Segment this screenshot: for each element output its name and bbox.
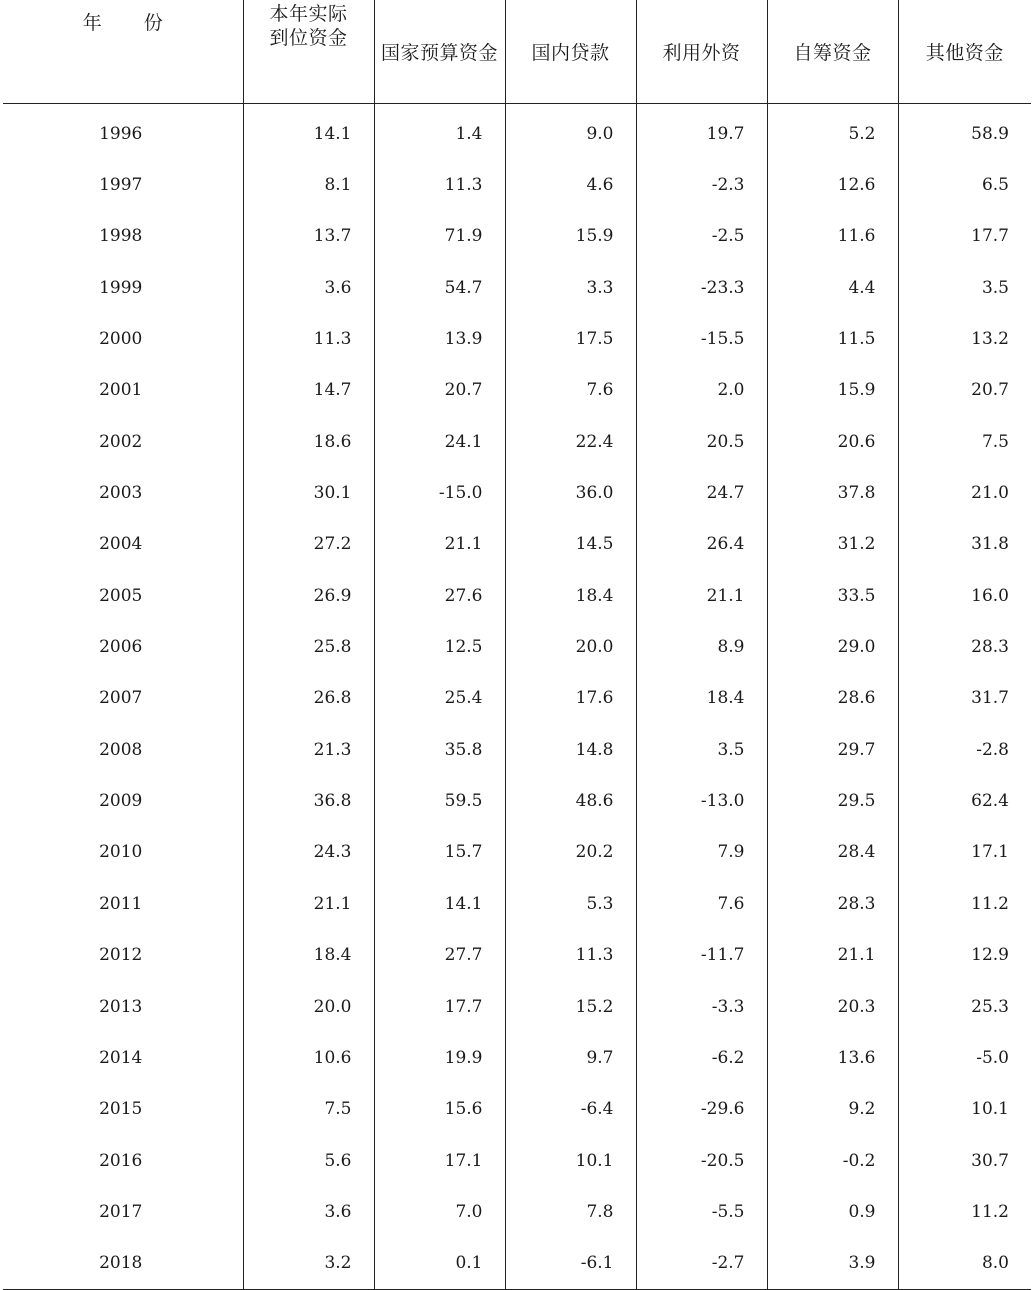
other-funds-cell: -5.0 — [898, 1032, 1031, 1083]
other-funds-cell: 21.0 — [898, 467, 1031, 518]
other-funds-cell: 28.3 — [898, 621, 1031, 672]
table-row — [3, 416, 1031, 467]
total-cell: 30.1 — [243, 467, 374, 518]
other-funds-cell: 7.5 — [898, 416, 1031, 467]
total-cell: 26.8 — [243, 673, 374, 724]
state-budget-cell: 14.1 — [374, 878, 505, 929]
other-funds-cell: 58.9 — [898, 104, 1031, 160]
total-cell: 7.5 — [243, 1084, 374, 1135]
header-foreign-capital: 利用外资 — [636, 0, 767, 104]
foreign-capital-cell: -3.3 — [636, 981, 767, 1032]
foreign-capital-cell: 26.4 — [636, 519, 767, 570]
total-cell: 36.8 — [243, 775, 374, 826]
self-raised-cell: 29.0 — [767, 621, 898, 672]
self-raised-cell: 12.6 — [767, 159, 898, 210]
domestic-loans-cell: 9.0 — [505, 104, 636, 160]
state-budget-cell: 27.6 — [374, 570, 505, 621]
total-cell: 8.1 — [243, 159, 374, 210]
other-funds-cell: 12.9 — [898, 930, 1031, 981]
table-row — [3, 827, 1031, 878]
self-raised-cell: 20.3 — [767, 981, 898, 1032]
year-cell: 2017 — [99, 1201, 143, 1222]
total-cell: 24.3 — [243, 827, 374, 878]
domestic-loans-cell: 20.0 — [505, 621, 636, 672]
investment-growth-table — [3, 0, 1031, 1290]
domestic-loans-cell: 9.7 — [505, 1032, 636, 1083]
domestic-loans-cell: 14.8 — [505, 724, 636, 775]
total-cell: 21.3 — [243, 724, 374, 775]
total-cell: 20.0 — [243, 981, 374, 1032]
foreign-capital-cell: -5.5 — [636, 1186, 767, 1237]
foreign-capital-cell: 8.9 — [636, 621, 767, 672]
year-cell: 2011 — [99, 893, 143, 914]
foreign-capital-cell: -29.6 — [636, 1084, 767, 1135]
foreign-capital-cell: 7.9 — [636, 827, 767, 878]
domestic-loans-cell: 18.4 — [505, 570, 636, 621]
table-row — [3, 570, 1031, 621]
state-budget-cell: -15.0 — [374, 467, 505, 518]
other-funds-cell: 30.7 — [898, 1135, 1031, 1186]
state-budget-cell: 25.4 — [374, 673, 505, 724]
foreign-capital-cell: -2.5 — [636, 211, 767, 262]
state-budget-cell: 13.9 — [374, 313, 505, 364]
domestic-loans-cell: 7.6 — [505, 365, 636, 416]
header-domestic-loans: 国内贷款 — [505, 0, 636, 104]
total-cell: 26.9 — [243, 570, 374, 621]
year-cell: 2016 — [99, 1150, 143, 1171]
domestic-loans-cell: 15.9 — [505, 211, 636, 262]
year-cell: 2002 — [99, 431, 143, 452]
year-cell: 2008 — [99, 739, 143, 760]
domestic-loans-cell: 20.2 — [505, 827, 636, 878]
year-cell: 1996 — [99, 123, 143, 144]
table-row — [3, 159, 1031, 210]
state-budget-cell: 17.7 — [374, 981, 505, 1032]
total-cell: 10.6 — [243, 1032, 374, 1083]
self-raised-cell: 21.1 — [767, 930, 898, 981]
foreign-capital-cell: 24.7 — [636, 467, 767, 518]
table-row — [3, 1135, 1031, 1186]
other-funds-cell: 8.0 — [898, 1238, 1031, 1290]
header-other-funds: 其他资金 — [898, 0, 1031, 104]
year-cell: 2003 — [99, 483, 143, 504]
state-budget-cell: 19.9 — [374, 1032, 505, 1083]
total-cell: 11.3 — [243, 313, 374, 364]
self-raised-cell: 15.9 — [767, 365, 898, 416]
table-row — [3, 621, 1031, 672]
other-funds-cell: 11.2 — [898, 878, 1031, 929]
total-cell: 18.4 — [243, 930, 374, 981]
self-raised-cell: 29.7 — [767, 724, 898, 775]
domestic-loans-cell: -6.4 — [505, 1084, 636, 1135]
table-row — [3, 211, 1031, 262]
self-raised-cell: 20.6 — [767, 416, 898, 467]
other-funds-cell: 17.1 — [898, 827, 1031, 878]
table-header — [3, 0, 1031, 104]
domestic-loans-cell: 17.5 — [505, 313, 636, 364]
table-row — [3, 775, 1031, 826]
table-row — [3, 262, 1031, 313]
year-cell: 2018 — [3, 1238, 243, 1290]
table-row — [3, 1186, 1031, 1237]
foreign-capital-cell: 2.0 — [636, 365, 767, 416]
year-cell: 2010 — [99, 842, 143, 863]
year-cell: 1998 — [99, 226, 143, 247]
state-budget-cell: 17.1 — [374, 1135, 505, 1186]
state-budget-cell: 35.8 — [374, 724, 505, 775]
domestic-loans-cell: 7.8 — [505, 1186, 636, 1237]
other-funds-cell: 17.7 — [898, 211, 1031, 262]
table-body — [3, 104, 1031, 1290]
domestic-loans-cell: 4.6 — [505, 159, 636, 210]
self-raised-cell: 28.3 — [767, 878, 898, 929]
header-state-budget: 国家预算资金 — [374, 0, 505, 104]
table-row — [3, 878, 1031, 929]
other-funds-cell: 13.2 — [898, 313, 1031, 364]
foreign-capital-cell: 21.1 — [636, 570, 767, 621]
self-raised-cell: 28.6 — [767, 673, 898, 724]
self-raised-cell: 28.4 — [767, 827, 898, 878]
year-cell: 2015 — [99, 1099, 143, 1120]
self-raised-cell: -0.2 — [767, 1135, 898, 1186]
header-total-funds — [243, 0, 374, 104]
year-cell: 2013 — [99, 996, 143, 1017]
total-cell: 14.7 — [243, 365, 374, 416]
self-raised-cell: 11.6 — [767, 211, 898, 262]
table-row — [3, 1238, 1031, 1290]
total-cell: 3.6 — [243, 262, 374, 313]
self-raised-cell: 13.6 — [767, 1032, 898, 1083]
other-funds-cell: 10.1 — [898, 1084, 1031, 1135]
year-cell: 2004 — [99, 534, 143, 555]
domestic-loans-cell: 11.3 — [505, 930, 636, 981]
domestic-loans-cell: 48.6 — [505, 775, 636, 826]
domestic-loans-cell: 10.1 — [505, 1135, 636, 1186]
total-cell: 21.1 — [243, 878, 374, 929]
header-row — [3, 0, 1031, 104]
self-raised-cell: 11.5 — [767, 313, 898, 364]
foreign-capital-cell: 18.4 — [636, 673, 767, 724]
table-row — [3, 365, 1031, 416]
year-cell: 2006 — [99, 637, 143, 658]
self-raised-cell: 33.5 — [767, 570, 898, 621]
total-cell: 5.6 — [243, 1135, 374, 1186]
foreign-capital-cell: -13.0 — [636, 775, 767, 826]
self-raised-cell: 31.2 — [767, 519, 898, 570]
state-budget-cell: 59.5 — [374, 775, 505, 826]
header-self-raised: 自筹资金 — [767, 0, 898, 104]
table-row — [3, 981, 1031, 1032]
domestic-loans-cell: 3.3 — [505, 262, 636, 313]
state-budget-cell: 1.4 — [374, 104, 505, 160]
header-total-line1: 本年实际 — [269, 3, 348, 25]
self-raised-cell: 37.8 — [767, 467, 898, 518]
state-budget-cell: 24.1 — [374, 416, 505, 467]
state-budget-cell: 15.7 — [374, 827, 505, 878]
table-row — [3, 724, 1031, 775]
foreign-capital-cell: -23.3 — [636, 262, 767, 313]
other-funds-cell: -2.8 — [898, 724, 1031, 775]
self-raised-cell: 3.9 — [767, 1238, 898, 1290]
year-cell: 2000 — [99, 329, 143, 350]
domestic-loans-cell: -6.1 — [505, 1238, 636, 1290]
total-cell: 27.2 — [243, 519, 374, 570]
year-cell: 1997 — [99, 175, 143, 196]
domestic-loans-cell: 36.0 — [505, 467, 636, 518]
state-budget-cell: 54.7 — [374, 262, 505, 313]
table-row — [3, 104, 1031, 160]
foreign-capital-cell: -20.5 — [636, 1135, 767, 1186]
total-cell: 18.6 — [243, 416, 374, 467]
table-row — [3, 1084, 1031, 1135]
foreign-capital-cell: 19.7 — [636, 104, 767, 160]
total-cell: 3.6 — [243, 1186, 374, 1237]
year-cell: 2001 — [99, 380, 143, 401]
table-row — [3, 930, 1031, 981]
other-funds-cell: 31.8 — [898, 519, 1031, 570]
self-raised-cell: 9.2 — [767, 1084, 898, 1135]
foreign-capital-cell: -2.7 — [636, 1238, 767, 1290]
table-row — [3, 467, 1031, 518]
other-funds-cell: 25.3 — [898, 981, 1031, 1032]
state-budget-cell: 27.7 — [374, 930, 505, 981]
domestic-loans-cell: 5.3 — [505, 878, 636, 929]
state-budget-cell: 0.1 — [374, 1238, 505, 1290]
other-funds-cell: 6.5 — [898, 159, 1031, 210]
header-year: 年 份 — [3, 0, 243, 104]
year-cell: 1999 — [99, 277, 143, 298]
state-budget-cell: 71.9 — [374, 211, 505, 262]
other-funds-cell: 31.7 — [898, 673, 1031, 724]
self-raised-cell: 5.2 — [767, 104, 898, 160]
table-row — [3, 313, 1031, 364]
table-row — [3, 1032, 1031, 1083]
other-funds-cell: 16.0 — [898, 570, 1031, 621]
year-cell: 2014 — [99, 1047, 143, 1068]
domestic-loans-cell: 15.2 — [505, 981, 636, 1032]
year-cell: 2009 — [99, 791, 143, 812]
total-cell: 14.1 — [243, 104, 374, 160]
year-cell: 2012 — [99, 945, 143, 966]
self-raised-cell: 29.5 — [767, 775, 898, 826]
foreign-capital-cell: 7.6 — [636, 878, 767, 929]
table-row — [3, 519, 1031, 570]
year-cell: 2007 — [99, 688, 143, 709]
self-raised-cell: 0.9 — [767, 1186, 898, 1237]
foreign-capital-cell: 3.5 — [636, 724, 767, 775]
header-total-line2: 到位资金 — [269, 27, 348, 49]
state-budget-cell: 11.3 — [374, 159, 505, 210]
total-cell: 25.8 — [243, 621, 374, 672]
state-budget-cell: 7.0 — [374, 1186, 505, 1237]
foreign-capital-cell: -15.5 — [636, 313, 767, 364]
state-budget-cell: 15.6 — [374, 1084, 505, 1135]
table-row — [3, 673, 1031, 724]
other-funds-cell: 11.2 — [898, 1186, 1031, 1237]
state-budget-cell: 12.5 — [374, 621, 505, 672]
foreign-capital-cell: 20.5 — [636, 416, 767, 467]
other-funds-cell: 62.4 — [898, 775, 1031, 826]
self-raised-cell: 4.4 — [767, 262, 898, 313]
year-cell: 2005 — [99, 585, 143, 606]
domestic-loans-cell: 17.6 — [505, 673, 636, 724]
other-funds-cell: 3.5 — [898, 262, 1031, 313]
foreign-capital-cell: -2.3 — [636, 159, 767, 210]
other-funds-cell: 20.7 — [898, 365, 1031, 416]
foreign-capital-cell: -11.7 — [636, 930, 767, 981]
state-budget-cell: 21.1 — [374, 519, 505, 570]
foreign-capital-cell: -6.2 — [636, 1032, 767, 1083]
state-budget-cell: 20.7 — [374, 365, 505, 416]
domestic-loans-cell: 14.5 — [505, 519, 636, 570]
total-cell: 3.2 — [243, 1238, 374, 1290]
domestic-loans-cell: 22.4 — [505, 416, 636, 467]
total-cell: 13.7 — [243, 211, 374, 262]
